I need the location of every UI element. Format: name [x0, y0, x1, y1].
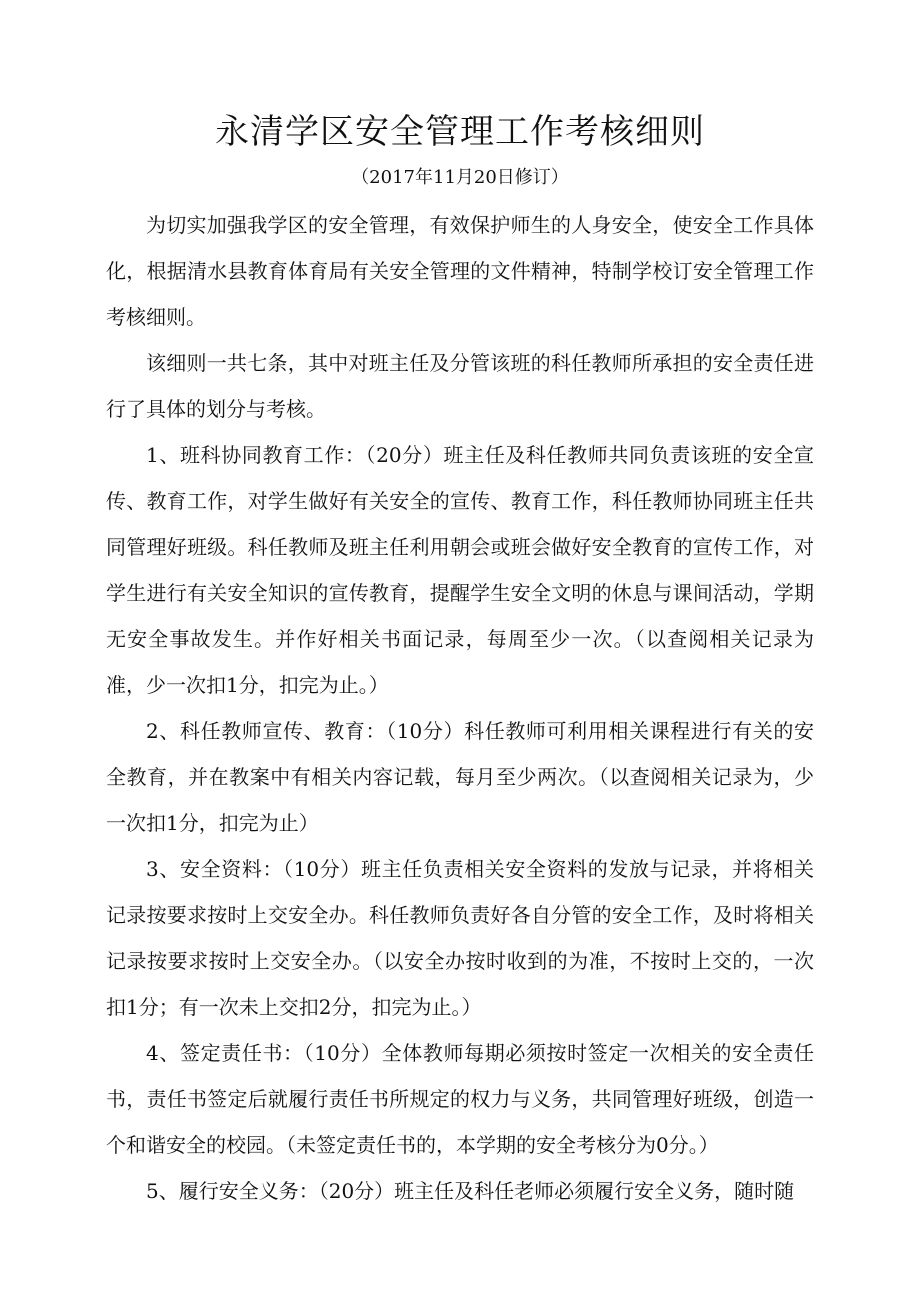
document-subtitle: （2017年11月20日修订） — [351, 167, 569, 188]
paragraph-overview: 该细则一共七条，其中对班主任及分管该班的科任教师所承担的安全责任进行了具体的划分与考核。 — [106, 351, 814, 421]
paragraph-item-3: 3、安全资料：（10分）班主任负责相关安全资料的发放与记录，并将相关记录按要求按时上交安全办。科任教师负责好各自分管的安全工作，及时将相关记录按要求按时上交安全办。（以安全办按时收到的为准，不按时上交的，一次扣1分；有一次未上交扣2分，扣完为止。） — [106, 857, 814, 1019]
document-page — [106, 108, 814, 1214]
paragraph-item-5: 5、履行安全义务：（20分）班主任及科任老师必须履行安全义务，随时随 — [146, 1179, 795, 1203]
paragraph-item-2: 2、科任教师宣传、教育：（10分）科任教师可利用相关课程进行有关的安全教育，并在教案中有相关内容记载，每月至少两次。（以查阅相关记录为，少一次扣1分，扣完为止） — [106, 719, 814, 835]
paragraph-item-4: 4、签定责任书：（10分）全体教师每期必须按时签定一次相关的安全责任书，责任书签定后就履行责任书所规定的权力与义务，共同管理好班级，创造一个和谐安全的校园。（未签定责任书的，本学期的安全考核分为0分。） — [106, 1041, 814, 1157]
paragraph-item-1: 1、班科协同教育工作：（20分）班主任及科任教师共同负责该班的安全宣传、教育工作，对学生做好有关安全的宣传、教育工作，科任教师协同班主任共同管理好班级。科任教师及班主任利用朝会或班会做好安全教育的宣传工作，对学生进行有关安全知识的宣传教育，提醒学生安全文明的休息与课间活动，学期无安全事故发生。并作好相关书面记录，每周至少一次。（以查阅相关记录为准，少一次扣1分，扣完为止。） — [106, 443, 814, 697]
paragraph-intro: 为切实加强我学区的安全管理，有效保护师生的人身安全，使安全工作具体化，根据清水县教育体育局有关安全管理的文件精神，特制学校订安全管理工作考核细则。 — [106, 213, 814, 329]
document-title: 永清学区安全管理工作考核细则 — [215, 112, 705, 152]
